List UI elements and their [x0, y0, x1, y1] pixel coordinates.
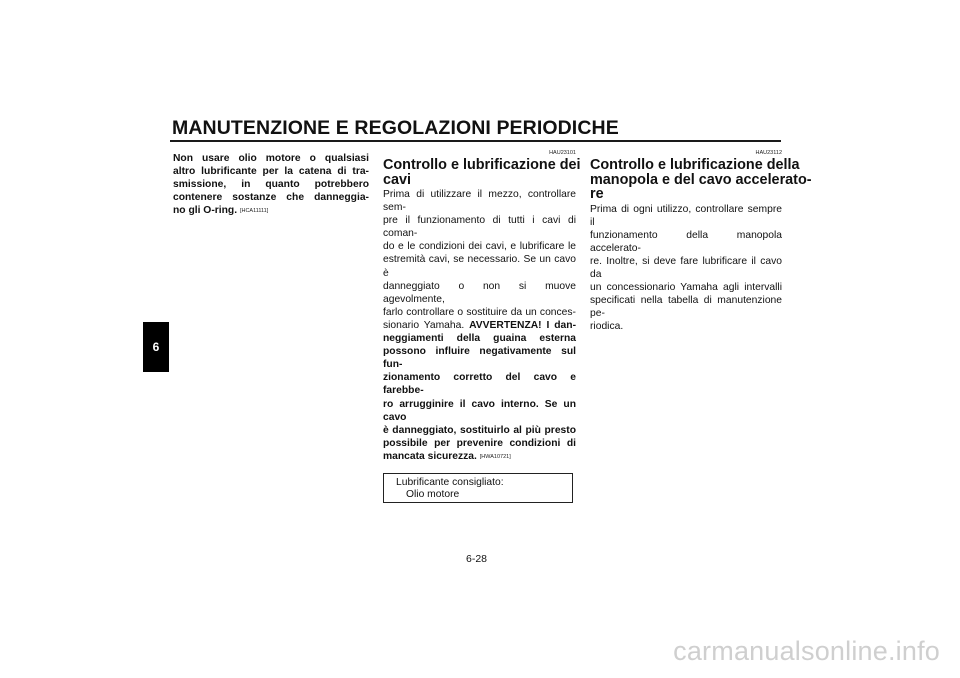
body-line: re. Inoltre, si deve fare lubrificare il cavo da — [590, 255, 782, 280]
caution-last-text: no gli O-ring. — [173, 205, 238, 217]
caution-note — [173, 152, 369, 218]
cable-section — [383, 150, 581, 503]
caution-line: contenere sostanze che danneggia- — [173, 192, 369, 204]
body-line: farlo controllare o sostituire da un conces- — [383, 306, 576, 318]
body-line: pre il funzionamento di tutti i cavi di coman- — [383, 215, 576, 240]
lubricant-label: Lubrificante consigliato: — [396, 476, 504, 488]
warning-start: AVVERTENZA! I dan- — [469, 319, 576, 331]
warning-line: neggiamenti della guaina esterna — [383, 333, 576, 345]
body-line-mixed — [383, 319, 576, 332]
section-code: HAU23101 — [549, 150, 576, 156]
warning-line: ro arrugginire il cavo interno. Se un cavo — [383, 398, 576, 423]
body-line: estremità cavi, se necessario. Se un cavo è — [383, 254, 576, 279]
heading-line: re — [590, 186, 604, 202]
heading-line: cavi — [383, 171, 412, 188]
warning-line: è danneggiato, sostituirlo al più presto — [383, 424, 576, 436]
watermark: carmanualsonline.info — [673, 636, 940, 666]
throttle-section — [590, 150, 812, 333]
caution-line: Non usare olio motore o qualsiasi — [173, 153, 369, 164]
warning-line: zionamento corretto del cavo e farebbe- — [383, 372, 576, 397]
caution-line-last — [173, 204, 369, 218]
warning-line: possono influire negativamente sul fun- — [383, 346, 576, 371]
body-line: Prima di utilizzare il mezzo, controllare sem- — [383, 189, 576, 214]
caution-line: altro lubrificante per la catena di tra- — [173, 166, 369, 178]
page-number: 6-28 — [466, 553, 488, 565]
mixed-normal: sionario Yamaha. — [383, 319, 465, 331]
body-line: Prima di ogni utilizzo, controllare sempre il — [590, 203, 782, 228]
warning-code: [HWA10721] — [479, 453, 511, 460]
warning-last-text: mancata sicurezza. — [383, 450, 477, 462]
warning-line: possibile per prevenire condizioni di — [383, 437, 576, 449]
lubricant-box — [383, 473, 573, 503]
body-line: funzionamento della manopola accelerato- — [590, 229, 782, 254]
section-heading — [590, 157, 812, 202]
body-line: specificati nella tabella di manutenzione pe- — [590, 295, 782, 320]
section-heading — [383, 157, 581, 188]
caution-line: smissione, in quanto potrebbero — [173, 179, 369, 191]
body-line-last: riodica. — [590, 321, 624, 333]
body-line: do e le condizioni dei cavi, e lubrificare le — [383, 241, 576, 253]
body-line: danneggiato o non si muove agevolmente, — [383, 280, 576, 305]
heading-line: manopola e del cavo accelerato- — [590, 171, 812, 188]
warning-line-last — [383, 450, 576, 464]
lubricant-value: Olio motore — [406, 488, 460, 500]
heading-line: Controllo e lubrificazione della — [590, 157, 800, 173]
body-line: un concessionario Yamaha agli intervalli — [590, 282, 782, 294]
section-code: HAU23112 — [755, 150, 782, 156]
caution-code: [HCA11111] — [239, 208, 269, 215]
chapter-tab: 6 — [143, 322, 169, 372]
header-rule — [170, 140, 781, 142]
heading-line: Controllo e lubrificazione dei — [383, 157, 581, 173]
page-title: MANUTENZIONE E REGOLAZIONI PERIODICHE — [172, 117, 619, 139]
